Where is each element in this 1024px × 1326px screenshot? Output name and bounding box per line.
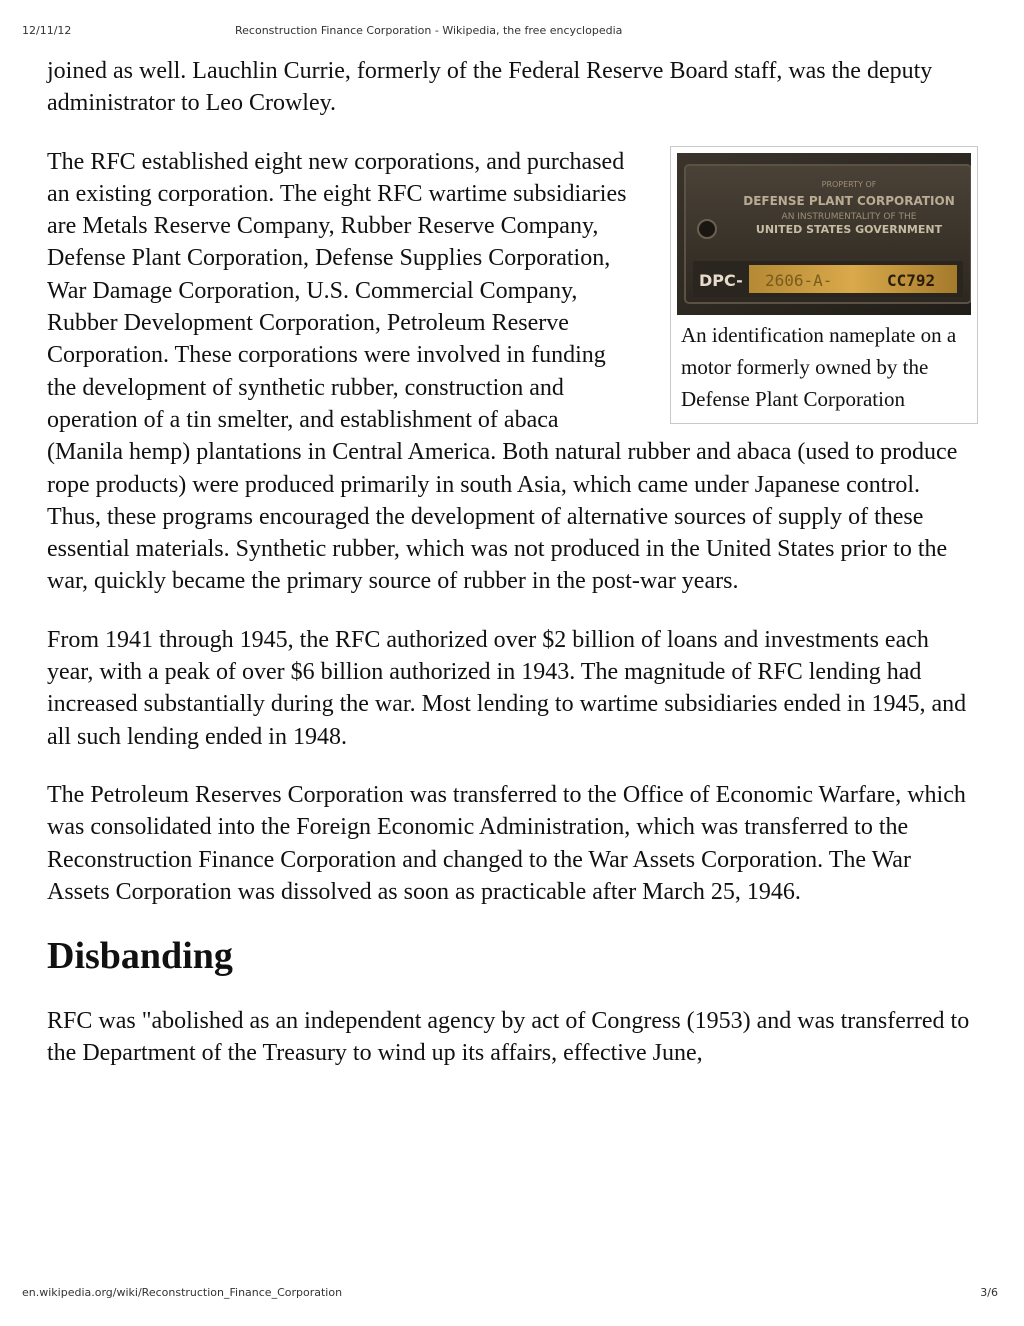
svg-text:AN INSTRUMENTALITY OF THE: AN INSTRUMENTALITY OF THE [781, 211, 917, 222]
section-heading-disbanding: Disbanding [47, 935, 233, 978]
print-footer [22, 1286, 998, 1302]
print-page-title: Reconstruction Finance Corporation - Wikipedia, the free encyclopedia [235, 24, 623, 37]
nameplate-photo [677, 153, 971, 315]
print-date: 12/11/12 [22, 24, 72, 37]
page-url: en.wikipedia.org/wiki/Reconstruction_Finance_Corporation [22, 1286, 343, 1299]
svg-text:DEFENSE PLANT CORPORATION: DEFENSE PLANT CORPORATION [743, 193, 955, 208]
svg-text:2606-A-: 2606-A- [765, 270, 833, 290]
paragraph-subsidiaries: The RFC established eight new corporations, and purchased an existing corporation. The eight RFC wartime subsidiaries are Metals Reserve Company, Rubber Reserve Company, Defense Plant Corporation, Defense Supplies Corporation, War Damage Corporation, U.S. Commercial Company, Rubber Development Corporation, Petroleum Reserve Corporation. These corporations were involved in funding the development of synthetic rubber, construction and operation of a tin smelter, and establishment of abaca (Manila hemp) plantations in Central America. Both natural rubber and abaca (used to produce rope products) were produced primarily in south Asia, which came under Japanese control. Thus, these programs encouraged the development of alternative sources of supply of these essential materials. Synthetic rubber, which was not produced in the United States prior to the war, quickly became the primary source of rubber in the post-war years. [47, 148, 958, 595]
paragraph-disbanding: RFC was "abolished as an independent agency by act of Congress (1953) and was transferred to the Department of the Treasury to wind up its affairs, effective June, [47, 1008, 970, 1067]
figure-caption: An identification nameplate on a motor formerly owned by the Defense Plant Corporation [681, 322, 957, 412]
figure-thumbnail [670, 146, 978, 425]
nameplate-image[interactable] [677, 153, 971, 315]
paragraph-petroleum: The Petroleum Reserves Corporation was transferred to the Office of Economic Warfare, which was consolidated into the Foreign Economic Administration, which was transferred to the Reconstruction Finance Corporation and changed to the War Assets Corporation. The War Assets Corporation was dissolved as soon as practicable after March 25, 1946. [47, 781, 966, 905]
svg-text:PROPERTY OF: PROPERTY OF [821, 179, 877, 189]
svg-text:DPC-: DPC- [699, 270, 743, 290]
svg-text:CC792: CC792 [887, 270, 936, 290]
page-number: 3/6 [980, 1286, 998, 1299]
print-header [22, 24, 1002, 40]
paragraph-lending: From 1941 through 1945, the RFC authorized over $2 billion of loans and investments each year, with a peak of over $6 billion authorized in 1943. The magnitude of RFC lending had increased substantially during the war. Most lending to wartime subsidiaries ended in 1945, and all such lending ended in 1948. [47, 626, 967, 750]
article-content [47, 55, 977, 1096]
paragraph-continuation: joined as well. Lauchlin Currie, formerly of the Federal Reserve Board staff, was the deputy administrator to Leo Crowley. [47, 58, 933, 117]
svg-text:UNITED STATES GOVERNMENT: UNITED STATES GOVERNMENT [755, 222, 943, 236]
